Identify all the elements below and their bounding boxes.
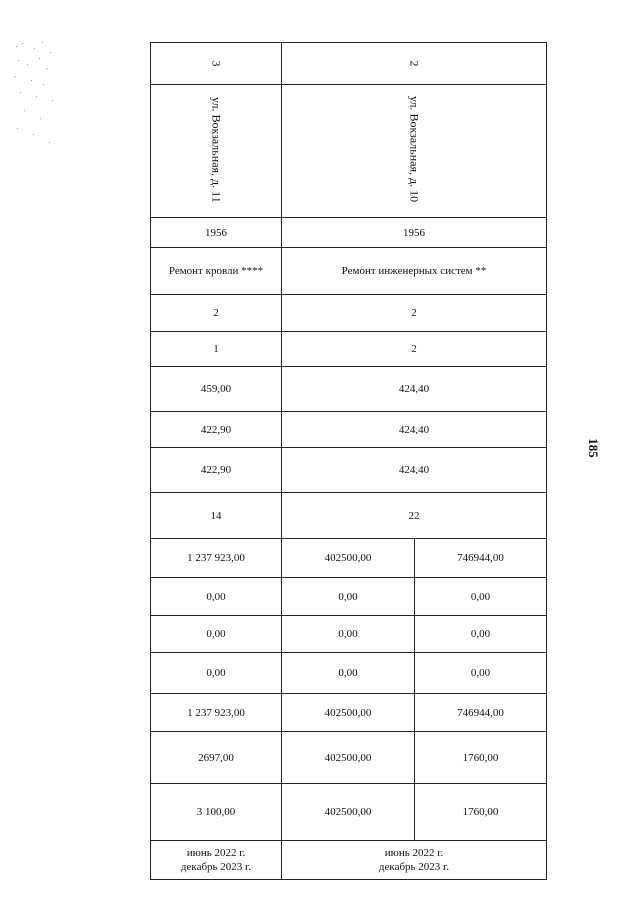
cell-cost: 402500,00 — [282, 732, 415, 784]
cell-year: 1956 — [151, 218, 282, 248]
table-row-entrances — [151, 332, 547, 367]
cell-cost: 0,00 — [282, 578, 415, 616]
table-row-work-type — [151, 248, 547, 295]
cell-entrances: 2 — [282, 332, 547, 367]
table-row-residential-area — [151, 448, 547, 493]
table-row-column-numbers — [151, 43, 547, 85]
table-row-cost — [151, 616, 547, 653]
cell-total-area: 459,00 — [151, 367, 282, 412]
scan-artifact — [12, 40, 60, 150]
table-row-total-area — [151, 367, 547, 412]
cell-cost: 2697,00 — [151, 732, 282, 784]
period-end: декабрь 2023 г. — [180, 861, 252, 873]
table-row-cost — [151, 694, 547, 732]
cell-cost: 0,00 — [151, 616, 282, 653]
table-row-address — [151, 85, 547, 218]
period-end: декабрь 2023 г. — [378, 861, 450, 873]
table-row-year — [151, 218, 547, 248]
period-start: июнь 2022 г. — [186, 847, 246, 859]
cell-floors: 2 — [282, 295, 547, 332]
table-row-residents — [151, 493, 547, 539]
cell-cost: 1760,00 — [415, 732, 547, 784]
cell-cost: 0,00 — [151, 578, 282, 616]
table-row-floors — [151, 295, 547, 332]
cell-cost: 402500,00 — [282, 694, 415, 732]
cell-cost: 1760,00 — [415, 784, 547, 841]
cell-total-area: 424,40 — [282, 367, 547, 412]
cell-residents: 22 — [282, 493, 547, 539]
cell-cost: 1 237 923,00 — [151, 694, 282, 732]
table-row-cost — [151, 539, 547, 578]
cell-column-number: 2 — [282, 43, 547, 85]
cell-work-type: Ремонт инженерных систем ** — [282, 248, 547, 295]
cell-cost: 0,00 — [282, 616, 415, 653]
cell-address: ул. Вокзальная, д. 11 — [151, 85, 282, 218]
table-row-cost — [151, 784, 547, 841]
cell-entrances: 1 — [151, 332, 282, 367]
cell-period — [151, 841, 282, 880]
cell-cost: 0,00 — [415, 653, 547, 694]
cell-living-area: 422,90 — [151, 412, 282, 448]
page-number: 185 — [586, 438, 601, 458]
cell-work-type: Ремонт кровли **** — [151, 248, 282, 295]
period-start: июнь 2022 г. — [384, 847, 444, 859]
cell-cost: 3 100,00 — [151, 784, 282, 841]
table-row-cost — [151, 732, 547, 784]
cell-residential-area: 422,90 — [151, 448, 282, 493]
table-row-cost — [151, 578, 547, 616]
cell-cost: 746944,00 — [415, 539, 547, 578]
data-table — [150, 42, 547, 880]
cell-residential-area: 424,40 — [282, 448, 547, 493]
cell-year: 1956 — [282, 218, 547, 248]
cell-floors: 2 — [151, 295, 282, 332]
cell-living-area: 424,40 — [282, 412, 547, 448]
cell-column-number: 3 — [151, 43, 282, 85]
cell-cost: 0,00 — [415, 616, 547, 653]
cell-cost: 1 237 923,00 — [151, 539, 282, 578]
table-row-period — [151, 841, 547, 880]
table-row-living-area — [151, 412, 547, 448]
table-row-cost — [151, 653, 547, 694]
cell-period — [282, 841, 547, 880]
cell-cost: 0,00 — [282, 653, 415, 694]
cell-address: ул. Вокзальная, д. 10 — [282, 85, 547, 218]
cell-residents: 14 — [151, 493, 282, 539]
cell-cost: 0,00 — [415, 578, 547, 616]
cell-cost: 402500,00 — [282, 784, 415, 841]
cell-cost: 746944,00 — [415, 694, 547, 732]
cell-cost: 402500,00 — [282, 539, 415, 578]
cell-cost: 0,00 — [151, 653, 282, 694]
